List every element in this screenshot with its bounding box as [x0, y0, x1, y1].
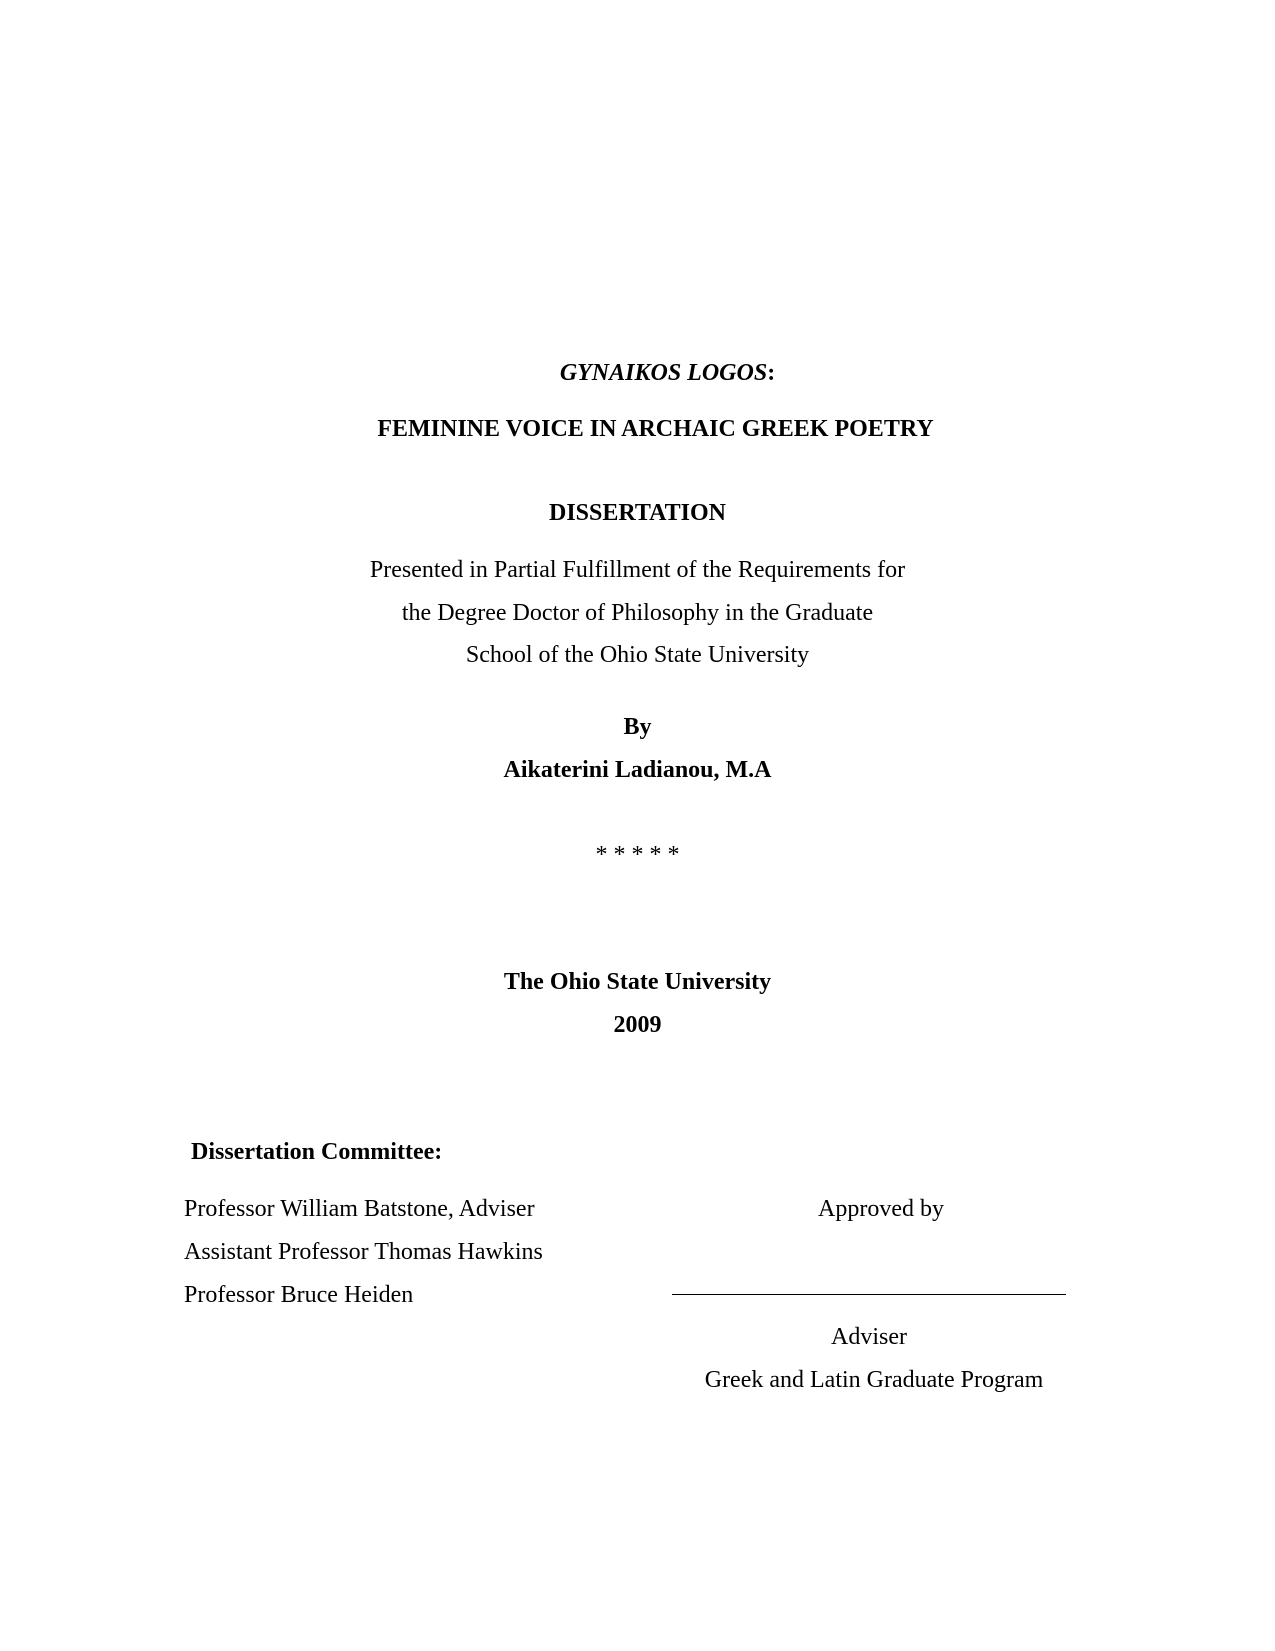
- program-name: Greek and Latin Graduate Program: [704, 1367, 1044, 1393]
- committee-member-3: Professor Bruce Heiden: [184, 1282, 414, 1308]
- by-label: By: [623, 714, 652, 740]
- document-type: DISSERTATION: [549, 500, 726, 526]
- presented-line-2: the Degree Doctor of Philosophy in the Graduate: [401, 600, 874, 626]
- presented-line-1: Presented in Partial Fulfillment of the Requirements for: [369, 557, 906, 583]
- signature-line: [672, 1294, 1066, 1295]
- institution-name: The Ohio State University: [503, 969, 772, 995]
- title-line: [0, 358, 1275, 388]
- approved-by-label: Approved by: [818, 1196, 944, 1222]
- committee-member-1: Professor William Batstone, Adviser: [184, 1196, 535, 1222]
- author-name: Aikaterini Ladianou, M.A: [503, 757, 772, 783]
- subtitle: FEMININE VOICE IN ARCHAIC GREEK POETRY: [377, 416, 934, 442]
- title-colon: :: [767, 360, 776, 386]
- committee-member-2: Assistant Professor Thomas Hawkins: [184, 1239, 543, 1265]
- committee-heading: Dissertation Committee:: [191, 1139, 443, 1165]
- year: 2009: [613, 1012, 662, 1038]
- adviser-label: Adviser: [831, 1324, 907, 1350]
- title-italic: GYNAIKOS LOGOS: [559, 360, 768, 386]
- separator-asterisks: * * * * *: [595, 842, 680, 868]
- presented-line-3: School of the Ohio State University: [465, 642, 810, 668]
